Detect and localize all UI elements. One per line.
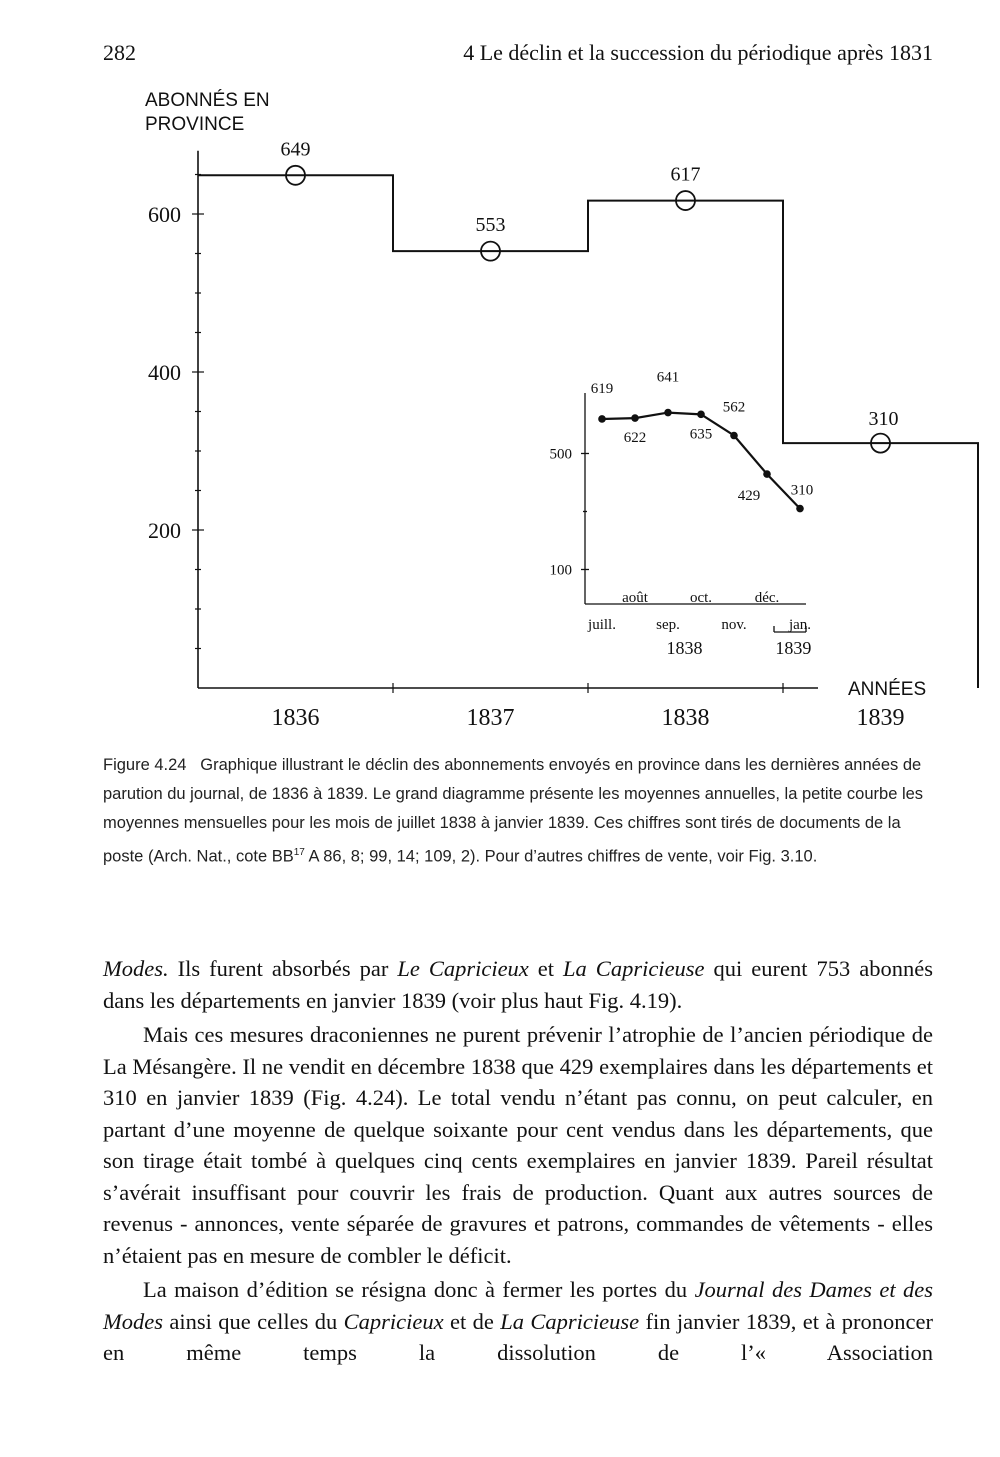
y-tick-label-600: 600 — [148, 202, 181, 227]
inset-value-oct: 635 — [689, 426, 713, 443]
inset-y-tick-500: 500 — [549, 446, 572, 463]
inset-value-juill: 619 — [590, 380, 614, 397]
inset-year-1839: 1839 — [775, 638, 812, 658]
value-label-1839: 310 — [868, 408, 899, 431]
page-header — [103, 40, 933, 76]
caption-text: Graphique illustrant le déclin des abonnements envoyés en province dans les dernières années de parution du journal, de 1836 à 1839. Le grand diagramme présente les moyennes annuelles, la petite courbe les moyennes mensuelles pour les mois de juillet 1838 à janvier 1839. Ces chiffres sont tirés de documents de la poste (Arch. Nat., cote BB — [103, 756, 924, 866]
value-label-1838: 617 — [670, 163, 701, 186]
inset-month-nov: nov. — [721, 617, 747, 633]
x-tick-label-1838: 1838 — [661, 705, 710, 731]
paragraph-3 — [103, 1274, 933, 1369]
y-tick-label-200: 200 — [148, 518, 181, 543]
value-label-1837: 553 — [475, 214, 506, 237]
italic-title: La Capricieuse — [500, 1308, 640, 1334]
text: qui eurent 753 abonnés dans les départements en janvier 1839 (voir plus haut Fig. 4.19). — [103, 956, 933, 1013]
inset-value-jan: 310 — [790, 482, 814, 499]
value-label-1836: 649 — [280, 138, 311, 161]
paragraph-2: Mais ces mesures draconiennes ne purent prévenir l’atrophie de l’ancien périodique de La Mésangère. Il ne vendit en décembre 1838 que 429 exemplaires dans les départements et 310 en janvier 1839 (Fig. 4.24). Le total vendu n’étant pas connu, on peut calculer, en partant d’une moyenne de quelque soixante pour cent vendus dans les départements, que son tirage était tombé à quelques cinq cents exemplaires en janvier 1839. Pareil résultat s’avérait insuffisant pour couvrir les frais de production. Quant aux autres sources de revenus - annonces, vente séparée de gravures et patrons, commandes de vêtements - elles n’étaient pas en mesure de combler le déficit. — [103, 1022, 933, 1268]
inset-y-tick-100: 100 — [549, 562, 572, 579]
text: ainsi que celles du — [163, 1308, 344, 1334]
caption-label: Figure 4.24 — [103, 756, 187, 774]
italic-title: Journal des Dames et des Modes — [103, 1277, 933, 1334]
inset-value-nov: 562 — [722, 399, 746, 416]
x-axis-label: ANNÉES — [848, 679, 927, 700]
inset-month-oct: oct. — [689, 590, 713, 606]
caption-superscript: 17 — [293, 847, 305, 858]
inset-month-jan: jan. — [788, 617, 812, 633]
x-tick-label-1837: 1837 — [466, 705, 515, 731]
inset-year-1838: 1838 — [666, 638, 703, 658]
inset-month-juill: juill. — [588, 617, 616, 633]
text: et de — [443, 1308, 501, 1334]
text: fin janvier 1839, et à prononcer en même temps la dissolution de l’« Association — [103, 1308, 933, 1365]
inset-month-dec: déc. — [754, 590, 780, 606]
inset-value-dec: 429 — [737, 488, 761, 505]
text: La maison d’édition se résigna donc à fermer les portes du — [143, 1277, 695, 1302]
inset-data-point — [697, 411, 705, 419]
page-number: 282 — [103, 40, 136, 65]
figure-chart — [0, 80, 1000, 740]
x-tick-label-1836: 1836 — [271, 705, 320, 731]
y-axis-label-line2: PROVINCE — [145, 114, 245, 135]
caption-text-end: A 86, 8; 99, 14; 109, 2). Pour d’autres chiffres de vente, voir Fig. 3.10. — [304, 847, 818, 866]
inset-data-point — [664, 409, 672, 417]
inset-month-sep: sep. — [656, 617, 680, 633]
y-tick-label-400: 400 — [148, 360, 181, 385]
inset-data-point — [631, 414, 639, 422]
annual-step-line — [198, 175, 978, 688]
inset-month-aout: août — [622, 590, 648, 606]
inset-value-aout: 622 — [623, 430, 647, 447]
x-tick-label-1839: 1839 — [856, 705, 905, 731]
italic-title: Le Capricieux — [397, 956, 529, 981]
body-text — [103, 953, 933, 1369]
inset-data-point — [796, 505, 804, 513]
main-axes — [198, 151, 818, 688]
italic-text: Modes. — [103, 956, 169, 981]
paragraph-1 — [103, 953, 933, 1016]
inset-data-point — [598, 415, 606, 423]
italic-title: Capricieux — [343, 1308, 444, 1334]
inset-value-sep: 641 — [656, 369, 680, 386]
running-title: 4 Le déclin et la succession du périodique après 1831 — [463, 40, 933, 65]
inset-monthly-series — [598, 409, 804, 513]
annual-step-series — [198, 163, 978, 688]
figure-caption — [103, 751, 933, 872]
y-axis-label-line1: ABONNÉS EN — [145, 90, 270, 111]
text: Ils furent absorbés par — [168, 956, 398, 981]
inset-data-point — [763, 470, 771, 478]
text: et — [528, 956, 564, 981]
inset-data-point — [730, 432, 738, 440]
monthly-inset-chart — [550, 370, 814, 658]
italic-title: La Capricieuse — [563, 956, 705, 981]
